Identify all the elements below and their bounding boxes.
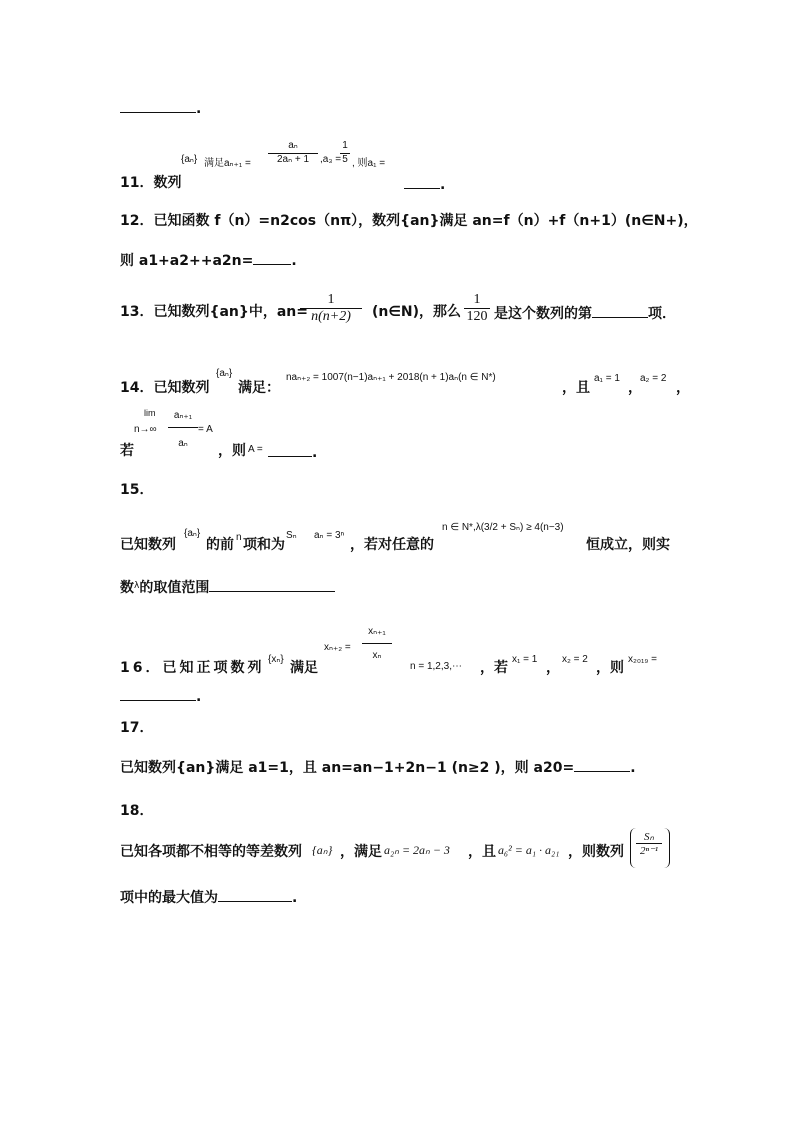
q18-line2: 项中的最大值为 .: [120, 887, 297, 907]
q18-t3: ，则数列: [568, 844, 624, 860]
q16-x1: x₁ = 1: [512, 654, 538, 665]
q15-seq: {aₙ}: [184, 528, 201, 539]
q16-x2: x₂ = 2: [562, 654, 588, 665]
q14-prefix: 14．已知数列: [120, 380, 210, 396]
q15-line2: 数$^\lambda$的取值范围: [120, 577, 335, 597]
answer-blank: [218, 887, 292, 902]
q15-prefix: 已知数列: [120, 537, 176, 553]
q14-then: ，则: [218, 443, 246, 459]
q18-t2: ，且: [468, 844, 496, 860]
q11-mid: ,a₃ =: [320, 154, 342, 165]
q16-prefix: 16．已知正项数列: [120, 660, 265, 676]
q11-number: 11．数列: [120, 175, 182, 191]
q17-text: 已知数列{an}满足 a1=1，且 an=an−1+2n−1 (n≥2 )，则 a20= .: [120, 757, 636, 777]
q18-fraction: $\frac{\text{Sₙ}}{\text{2ⁿ⁻¹}}$: [636, 830, 662, 857]
q18-t1: ，满足: [340, 844, 382, 860]
q10-answer-line: .: [120, 98, 201, 118]
q13-fraction: $\frac{1}{n(n+2)}$: [300, 292, 362, 325]
q13-prefix: 13．已知数列{an}中，an=: [120, 304, 308, 320]
answer-blank: [268, 442, 312, 457]
q11-answer: .: [404, 174, 445, 194]
q15-t2: 项和为: [243, 537, 285, 553]
q16-cond-label: 满足: [290, 660, 318, 676]
q11-seq: {aₙ}: [181, 154, 198, 165]
q16-seq: {xₙ}: [268, 654, 284, 665]
answer-blank: [253, 250, 291, 265]
q18-eq2: a₆² = a₁ · a₂₁: [498, 843, 560, 857]
q14-comma2: ，: [676, 380, 690, 396]
q13-fraction2: $\frac{1}{120}$: [464, 292, 490, 325]
q11-cond: 满足aₙ₊₁ =: [204, 158, 251, 169]
q14-and: ，且: [562, 380, 590, 396]
answer-blank: [209, 577, 335, 592]
q16-if: ，若: [480, 660, 508, 676]
q15-t3: ，若对任意的: [350, 537, 434, 553]
q16-answer: .: [120, 686, 201, 706]
q16-comma: ，: [546, 660, 560, 676]
q18-seq: {aₙ}: [312, 843, 333, 857]
q18-number: 18．: [120, 803, 154, 819]
q14-seq: {aₙ}: [216, 368, 233, 379]
q15-t4: 恒成立，则实: [586, 537, 670, 553]
q12-line1: 12．已知函数 f（n）=n2cos（nπ），数列{an}满足 an=f（n）+f（n+1）(n∈N+)，: [120, 213, 698, 229]
q16-range: n = 1,2,3,⋯: [410, 661, 462, 672]
q14-a2: a₂ = 2: [640, 373, 667, 384]
q15-cond: n ∈ N*,λ(3/2 + Sₙ) ≥ 4(n−3): [442, 522, 564, 533]
q14-answer: .: [268, 442, 317, 462]
q15-n: n: [236, 532, 242, 543]
q17-number: 17．: [120, 720, 154, 736]
answer-blank: [574, 757, 630, 772]
q13-tail: 是这个数列的第 项．: [494, 303, 676, 323]
q11-fraction: $\frac{\text{aₙ}}{\text{2aₙ + 1}}$: [268, 140, 318, 165]
q12-line2: 则 a1+a2++a2n= .: [120, 250, 297, 270]
answer-blank: [404, 174, 440, 189]
q14-lim: lim: [144, 408, 156, 418]
q13-mid: (n∈N)，那么: [372, 304, 462, 320]
q16-target: x₂₀₁₉ =: [628, 654, 657, 665]
q18-eq1: a₂ₙ = 2aₙ − 3: [384, 843, 450, 857]
q11-tail: , 则a₁ =: [352, 158, 386, 169]
q15-t1: 的前: [206, 537, 234, 553]
q15-number: 15．: [120, 482, 154, 498]
q14-a1: a₁ = 1: [594, 373, 620, 384]
q15-Sn: Sₙ: [286, 530, 297, 541]
q16-fraction: $\frac{\text{xₙ₊₁}}{\text{xₙ}}$: [362, 626, 392, 661]
q11-a3-fraction: $\frac{1}{5}$: [340, 140, 350, 165]
q14-A: A =: [248, 444, 263, 455]
q14-comma: ，: [628, 380, 642, 396]
answer-blank: [592, 303, 648, 318]
q15-an: aₙ = 3ⁿ: [314, 530, 345, 541]
q14-lim-sub: n→∞: [134, 424, 157, 435]
answer-blank: [120, 686, 196, 701]
q14-lim-eq: = A: [198, 424, 213, 435]
q14-lim-fraction: $\frac{\text{aₙ₊₁}}{\text{aₙ}}$: [168, 410, 198, 449]
q14-cond-label: 满足：: [238, 380, 280, 396]
q16-lhs: xₙ₊₂ =: [324, 642, 351, 653]
q18-prefix: 已知各项都不相等的等差数列: [120, 844, 302, 860]
q16-then: ，则: [596, 660, 624, 676]
q14-formula: naₙ₊₂ = 1007(n−1)aₙ₊₁ + 2018(n + 1)aₙ(n ∈ N*): [286, 372, 496, 383]
answer-blank: [120, 98, 196, 113]
q14-if: 若: [120, 443, 134, 459]
